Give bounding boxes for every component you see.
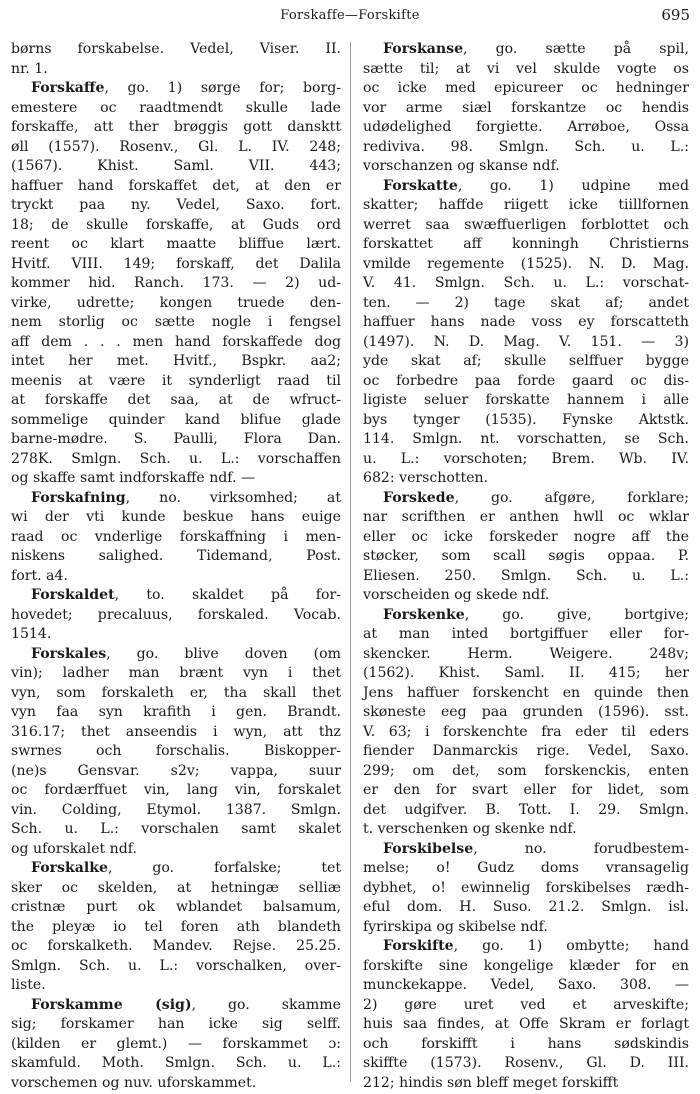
text-line: forskattet aff konningh Christierns — [363, 236, 689, 252]
text-line: sig; forskamer han icke sig selff. — [11, 1016, 341, 1032]
text-line: meenis at være it synderligt raad til — [11, 372, 341, 389]
text-line: 2) gøre uret ved et arveskifte; — [363, 996, 689, 1013]
text-line: vorschanzen og skanse ndf. — [363, 158, 560, 174]
text-line: vorscheiden og skede ndf. — [363, 587, 550, 603]
text-line: vin. Colding, Etymol. 1387. Smlgn. — [11, 801, 341, 818]
text-line: børns forskabelse. Vedel, Viser. II. — [11, 41, 341, 57]
text-line: wi der vti kunde beskue hans euige — [11, 509, 341, 525]
text-line: melse; o! Gudz doms vransagelig — [363, 860, 689, 876]
text-line: haffuer hans nade voss ey forscatteth — [363, 314, 689, 330]
text-line: Forskaldet, to. skaldet på for- — [31, 587, 341, 603]
text-line: nr. 1. — [11, 60, 48, 77]
text-line: sommelige quinder kand blifue glade — [11, 411, 341, 428]
text-line: Forskales, go. blive doven (om — [31, 645, 341, 662]
text-line: 299; om det, som forskenckis, enten — [363, 762, 689, 779]
text-line: forskaffe, att ther brøggis gott dansktt — [11, 119, 341, 135]
text-line: forskifte sine kongelige klæder for en — [363, 957, 689, 974]
text-line: nem storlig oc sætte nogle i fengsel — [11, 314, 341, 330]
text-line: 682: verschotten. — [363, 470, 489, 486]
text-line: skencker. Herm. Weigere. 248v; — [363, 645, 689, 662]
text-line: Hvitf. VIII. 149; forskaff, det Dalila — [11, 255, 341, 272]
text-line: emestere oc raadtmendt skulle lade — [11, 99, 341, 116]
text-line: skamfuld. Moth. Smlgn. Sch. u. L.: — [11, 1055, 341, 1071]
text-line: munckekappe. Vedel, Saxo. 308. — — [363, 977, 689, 993]
text-line: oc fordærffuet vin, lang vin, forskalet — [11, 782, 341, 798]
text-line: 18; de skulle forskaffe, at Guds ord — [11, 216, 341, 233]
text-line: aff dem . . . men hand forskaffede dog — [11, 333, 341, 350]
text-line: 1514. — [11, 626, 52, 642]
text-line: at forskaffe det saa, at de wfruct- — [11, 392, 341, 408]
text-line: skiffte (1573). Rosenv., Gl. D. III. — [363, 1055, 689, 1071]
text-line: og skaffe samt indforskaffe ndf. — — [11, 470, 256, 486]
text-line: the pleyæ io tel foren ath blandeth — [11, 918, 341, 935]
text-line: vin); ladher man brænt vyn i thet — [11, 665, 341, 681]
text-line: tryckt paa ny. Vedel, Saxo. fort. — [11, 197, 341, 213]
text-line: (1497). N. D. Mag. V. 151. — 3) — [363, 333, 689, 350]
text-line: cristnæ purt ok wblandet balsamum, — [11, 899, 341, 915]
text-line: (ne)s Gensvar. s2v; vappa, suur — [11, 762, 341, 779]
text-line: swrnes och forschalis. Biskopper- — [11, 743, 341, 759]
text-line: Forskenke, go. give, bortgive; — [383, 606, 689, 623]
text-line: (1562). Khist. Saml. II. 415; her — [363, 665, 689, 681]
text-line: øll (1557). Rosenv., Gl. L. IV. 248; — [11, 138, 341, 155]
text-line: fiender Danmarckis rige. Vedel, Saxo. — [363, 743, 689, 759]
page-number: 695 — [661, 6, 690, 24]
text-line: kommer hid. Ranch. 173. — 2) ud- — [11, 275, 341, 291]
text-line: at man inted bortgiffuer eller for- — [363, 626, 689, 642]
text-line: Forskafning, no. virksomhed; at — [31, 489, 341, 506]
text-line: sker oc skelden, at hetningæ selliæ — [11, 879, 341, 896]
text-line: det udgifver. B. Tott. I. 29. Smlgn. — [363, 801, 689, 818]
text-line: vorschemen og nuv. uforskammet. — [11, 1074, 257, 1091]
text-line: barne-mødre. S. Paulli, Flora Dan. — [11, 431, 341, 447]
text-line: Smlgn. Sch. u. L.: vorschalken, over- — [11, 957, 341, 974]
text-line: (kilden er glemt.) — forskammet ɔ: — [11, 1035, 341, 1052]
text-line: u. L.: vorschoten; Brem. Wb. IV. — [363, 450, 689, 467]
text-line: 114. Smlgn. nt. vorschatten, se Sch. — [363, 431, 689, 447]
running-head: Forskaffe—Forskifte — [280, 8, 420, 23]
text-line: Forskanse, go. sætte på spil, — [383, 41, 689, 57]
text-line: vor arme siæl forskantze oc hendis — [363, 99, 689, 116]
text-line: 212; hindis søn bleff meget forskifft — [363, 1074, 619, 1091]
text-line: dybhet, o! ewinnelig forskibelses rædh- — [363, 879, 689, 896]
text-line: t. verschenken og skenke ndf. — [363, 821, 577, 837]
text-line: nar scrifthen er anthen hwll oc wklar — [363, 509, 689, 525]
text-line: V. 63; i forskenchte fra eder til eders — [363, 723, 689, 740]
text-line: skøneste eeg paa grunden (1596). sst. — [363, 704, 689, 720]
text-line: yde skat af; skulle selffuer bygge — [363, 353, 689, 369]
text-line: V. 41. Smlgn. Sch. u. L.: vorschat- — [363, 275, 689, 291]
text-line: oc icke med epicureer oc hedninger — [363, 80, 689, 96]
text-line: Sch. u. L.: vorschalen samt skalet — [11, 821, 341, 837]
text-line: virke, udrette; kongen truede den- — [11, 294, 341, 311]
text-line: er den for svart eller for lidet, som — [363, 782, 689, 798]
text-line: Forskamme (sig), go. skamme — [31, 996, 341, 1013]
text-line: udødelighed forgiette. Arrøboe, Ossa — [363, 119, 689, 135]
text-line: Forskatte, go. 1) udpine med — [383, 177, 689, 194]
text-line: rediviva. 98. Smlgn. Sch. u. L.: — [363, 138, 689, 155]
text-line: Forskede, go. afgøre, forklare; — [383, 489, 689, 506]
text-line: reent oc klart maatte bliffue lært. — [11, 236, 341, 252]
text-line: fort. a4. — [11, 567, 68, 584]
text-line: ligiste seluer forskatte hannem i alle — [363, 392, 689, 408]
text-line: Forskalke, go. forfalske; tet — [31, 860, 341, 876]
text-line: fyrirskipa og skibelse ndf. — [363, 918, 548, 935]
text-line: oc forbedre paa forde gaard oc dis- — [363, 372, 689, 389]
text-line: vmilde regemente (1525). N. D. Mag. — [363, 255, 689, 272]
text-line: vyn faa syn krafith i gen. Brandt. — [11, 704, 341, 720]
left-column — [11, 40, 341, 1093]
text-line: vyn, som forskaleth er, tha skall thet — [11, 684, 341, 701]
text-line: 316.17; thet anseendis i wyn, att thz — [11, 723, 341, 740]
text-line: eller oc icke forskeder nogre aff the — [363, 528, 689, 545]
text-line: werret saa swæffuerligen forblottet och — [363, 216, 689, 233]
page-header — [0, 6, 700, 28]
text-line: eful dom. H. Suso. 21.2. Smlgn. isl. — [363, 899, 689, 915]
text-line: bys tynger (1535). Fynske Aktstk. — [363, 411, 689, 428]
text-line: sætte til; at vi vel skulde vogte os — [363, 60, 689, 77]
text-line: intet her met. Hvitf., Bspkr. aa2; — [11, 353, 341, 369]
text-line: hovedet; precaluus, forskaled. Vocab. — [11, 606, 341, 623]
text-line: Forskibelse, no. forudbestem- — [383, 840, 689, 857]
text-line: Eliesen. 250. Smlgn. Sch. u. L.: — [363, 567, 689, 584]
text-line: huis saa findes, at Offe Skram er forlagt — [363, 1016, 689, 1032]
right-column — [363, 40, 689, 1093]
text-line: (1567). Khist. Saml. VII. 443; — [11, 158, 341, 174]
text-line: 278K. Smlgn. Sch. u. L.: vorschaffen — [11, 450, 341, 467]
text-line: liste. — [11, 977, 46, 993]
text-line: ten. — 2) tage skat af; andet — [363, 294, 689, 311]
text-line: støcker, som scall søgis oppaa. P. — [363, 548, 689, 564]
text-line: Forskaffe, go. 1) sørge for; borg- — [31, 80, 341, 96]
text-line: raad oc vnderlige forskaffning i men- — [11, 528, 341, 545]
text-line: Jens haffuer forskencht en quinde then — [363, 684, 689, 701]
text-line: niskens salighed. Tidemand, Post. — [11, 548, 341, 564]
text-line: Forskifte, go. 1) ombytte; hand — [383, 938, 689, 954]
text-line: skatter; haffde riigett icke tiillfornen — [363, 197, 689, 213]
text-line: oc forskalketh. Mandev. Rejse. 25.25. — [11, 938, 341, 954]
text-line: haffuer hand forskaffet det, at den er — [11, 177, 341, 194]
text-line: och forskifft i hans sødskindis — [363, 1035, 689, 1052]
text-line: og uforskalet ndf. — [11, 840, 137, 857]
column-divider — [350, 42, 351, 1082]
